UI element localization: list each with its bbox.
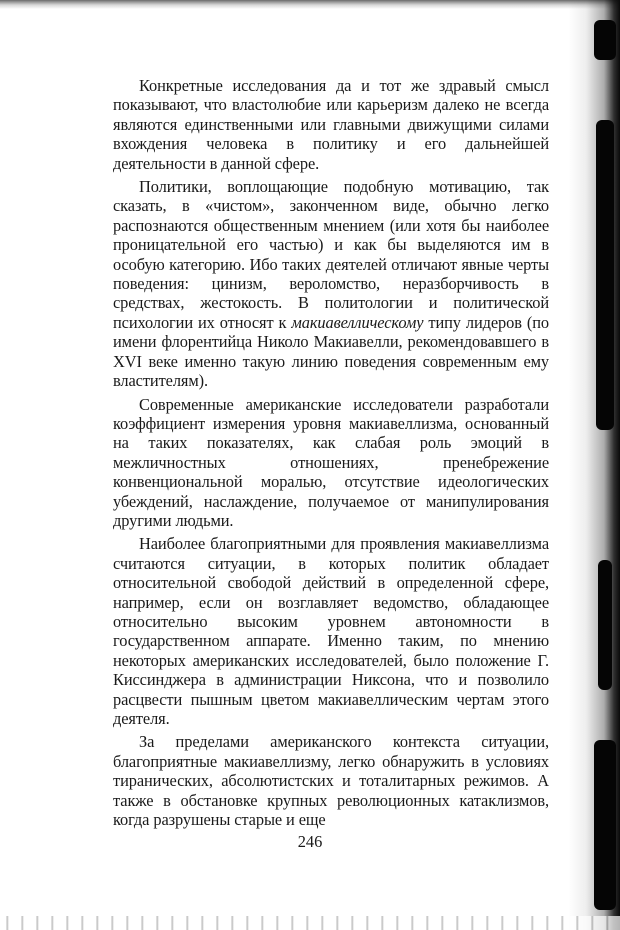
paragraph	[113, 534, 549, 728]
page-number: 246	[297, 832, 323, 851]
paragraph	[113, 177, 549, 390]
scan-dark-band	[598, 560, 612, 690]
paragraph	[113, 732, 549, 829]
scan-binding-shadow	[568, 0, 620, 930]
paragraph-text: За пределами американского контекста ситуации, благоприятные макиавеллизму, легко обнаружить в условиях тиранических, абсолютистских и тоталитарных режимов. А также в обстановке крупных революционных катаклизмов, когда разрушены старые и еще	[113, 732, 549, 830]
paragraph-text: Современные американские исследователи разработали коэффициент измерения уровня макиавеллизма, основанный на таких показателях, как слабая роль эмоций в межличностных отношениях, пренебрежение конвенциональной моралью, отсутствие идеологических убеждений, наслаждение, получаемое от манипулирования другими людьми.	[113, 394, 549, 530]
scan-dark-band	[594, 740, 616, 910]
paragraph-text: Наиболее благоприятными для проявления макиавеллизма считаются ситуации, в которых политик обладает относительной свободой действий в определенной сфере, например, если он возглавляет ведомство, обладающее относительно высоким уровнем автономности в государственном аппарате. Именно таким, по мнению некоторых американских исследователей, было положение Г. Киссинджера в администрации Никсона, что и позволило расцвести пышным цветом макиавеллическим чертам этого деятеля.	[113, 534, 549, 728]
paragraph-text: Политики, воплощающие подобную мотивацию, так сказать, в «чистом», законченном виде, обычно легко распознаются общественным мнением (или хотя бы наиболее проницательной его частью) и как бы выделяются им в особую категорию. Ибо таких деятелей отличают явные черты поведения: цинизм, вероломство, неразборчивость в средствах, жестокость. В политологии и политической психологии их относят к	[113, 177, 549, 332]
scan-bottom-edge	[0, 916, 620, 930]
paragraph-text: типу лидеров (по имени флорентийца Николо Макиавелли, рекомендовавшего в XVI веке именно такую линию поведения современным ему властителям).	[113, 312, 549, 391]
paragraph	[113, 76, 549, 173]
page-body	[113, 76, 549, 829]
paragraph	[113, 395, 549, 531]
scan-dark-band	[596, 120, 614, 430]
scan-dark-band	[594, 20, 616, 60]
paragraph-text: Конкретные исследования да и тот же здравый смысл показывают, что властолюбие или карьеризм далеко не всегда являются единственными или главными движущими силами вхождения человека в политику и его дальнейшей деятельности в данной сфере.	[113, 76, 549, 173]
scan-top-edge	[0, 0, 620, 9]
italic-term: макиавеллическому	[291, 312, 424, 332]
